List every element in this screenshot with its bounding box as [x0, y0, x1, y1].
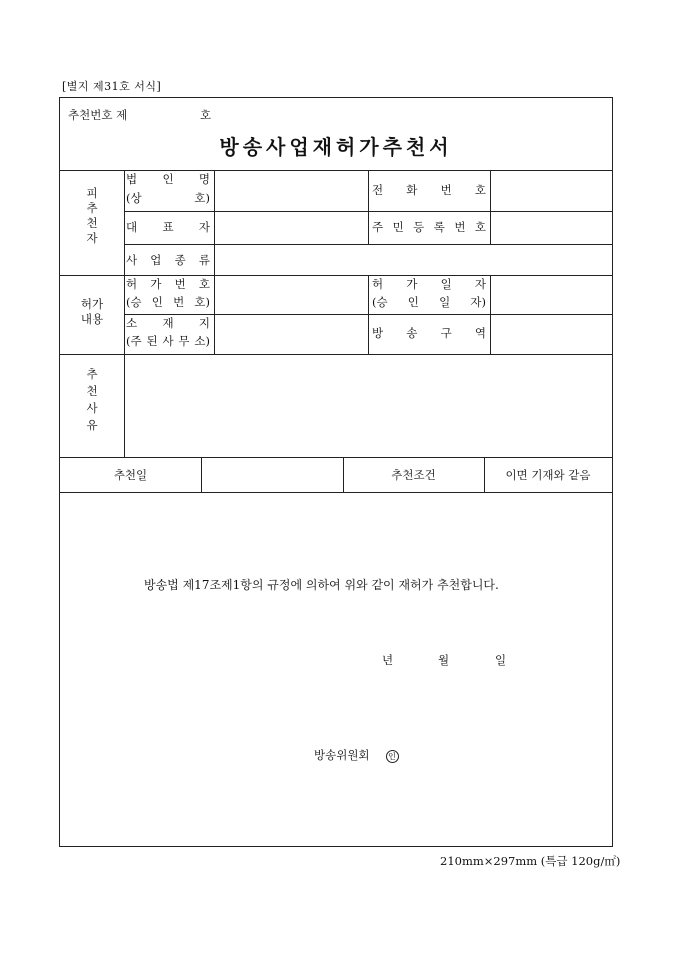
label-location: 소 재 지 [126, 316, 210, 330]
label-representative: 대 표 자 [126, 220, 210, 234]
signatory-name: 방송위원회 [314, 748, 370, 762]
grid-line [490, 275, 491, 354]
label-approval-number: (승 인 번 호) [126, 295, 210, 309]
label-corporation-name: 법 인 명 [126, 172, 210, 186]
label-main-office: (주 된 사 무 소) [126, 334, 210, 348]
grid-line [490, 170, 491, 244]
grid-line [368, 275, 369, 354]
label-business-type: 사 업 종 류 [126, 253, 210, 267]
form-frame [59, 97, 613, 847]
grid-line [368, 170, 369, 244]
date-month-label: 월 [438, 653, 450, 667]
section-label-reason: 추 천 사 유 [86, 367, 98, 432]
label-recommendation-condition: 추천조건 [391, 468, 436, 482]
date-year-label: 년 [382, 653, 394, 667]
grid-line [60, 170, 612, 171]
section-label-recommendee: 피 추 천 자 [86, 186, 98, 245]
grid-line [124, 244, 612, 245]
section-label-permit: 허가 내용 [80, 297, 104, 326]
label-permit-date: 허 가 일 자 [372, 277, 486, 291]
recommendation-statement: 방송법 제17조제1항의 규정에 의하여 위와 같이 재허가 추천합니다. [144, 578, 499, 592]
document-title: 방송사업재허가추천서 [219, 135, 453, 159]
grid-line [124, 170, 125, 457]
label-trade-name: (상 호) [126, 191, 210, 205]
label-resident-number: 주 민 등 록 번 호 [372, 220, 486, 234]
label-approval-date: (승 인 일 자) [372, 295, 486, 309]
label-recommendation-date: 추천일 [113, 468, 148, 482]
grid-line [60, 354, 612, 355]
paper-specification: 210mm×297mm (특급 120g/㎡) [440, 854, 621, 868]
grid-line [60, 492, 612, 493]
grid-line [60, 275, 612, 276]
recommendation-condition-value: 이면 기재와 같음 [505, 468, 591, 482]
grid-line [214, 170, 215, 354]
seal-icon: 인 [386, 750, 399, 763]
grid-line [201, 457, 202, 492]
form-code: [별지 제31호 서식] [62, 80, 162, 93]
date-day-label: 일 [495, 653, 507, 667]
recommendation-number-suffix: 호 [200, 108, 212, 122]
grid-line [60, 457, 612, 458]
recommendation-number-prefix: 추천번호 제 [68, 108, 128, 122]
signatory [314, 749, 399, 763]
label-permit-number: 허 가 번 호 [126, 277, 210, 291]
label-phone-number: 전 화 번 호 [372, 183, 486, 197]
label-broadcast-area: 방 송 구 역 [372, 326, 486, 340]
